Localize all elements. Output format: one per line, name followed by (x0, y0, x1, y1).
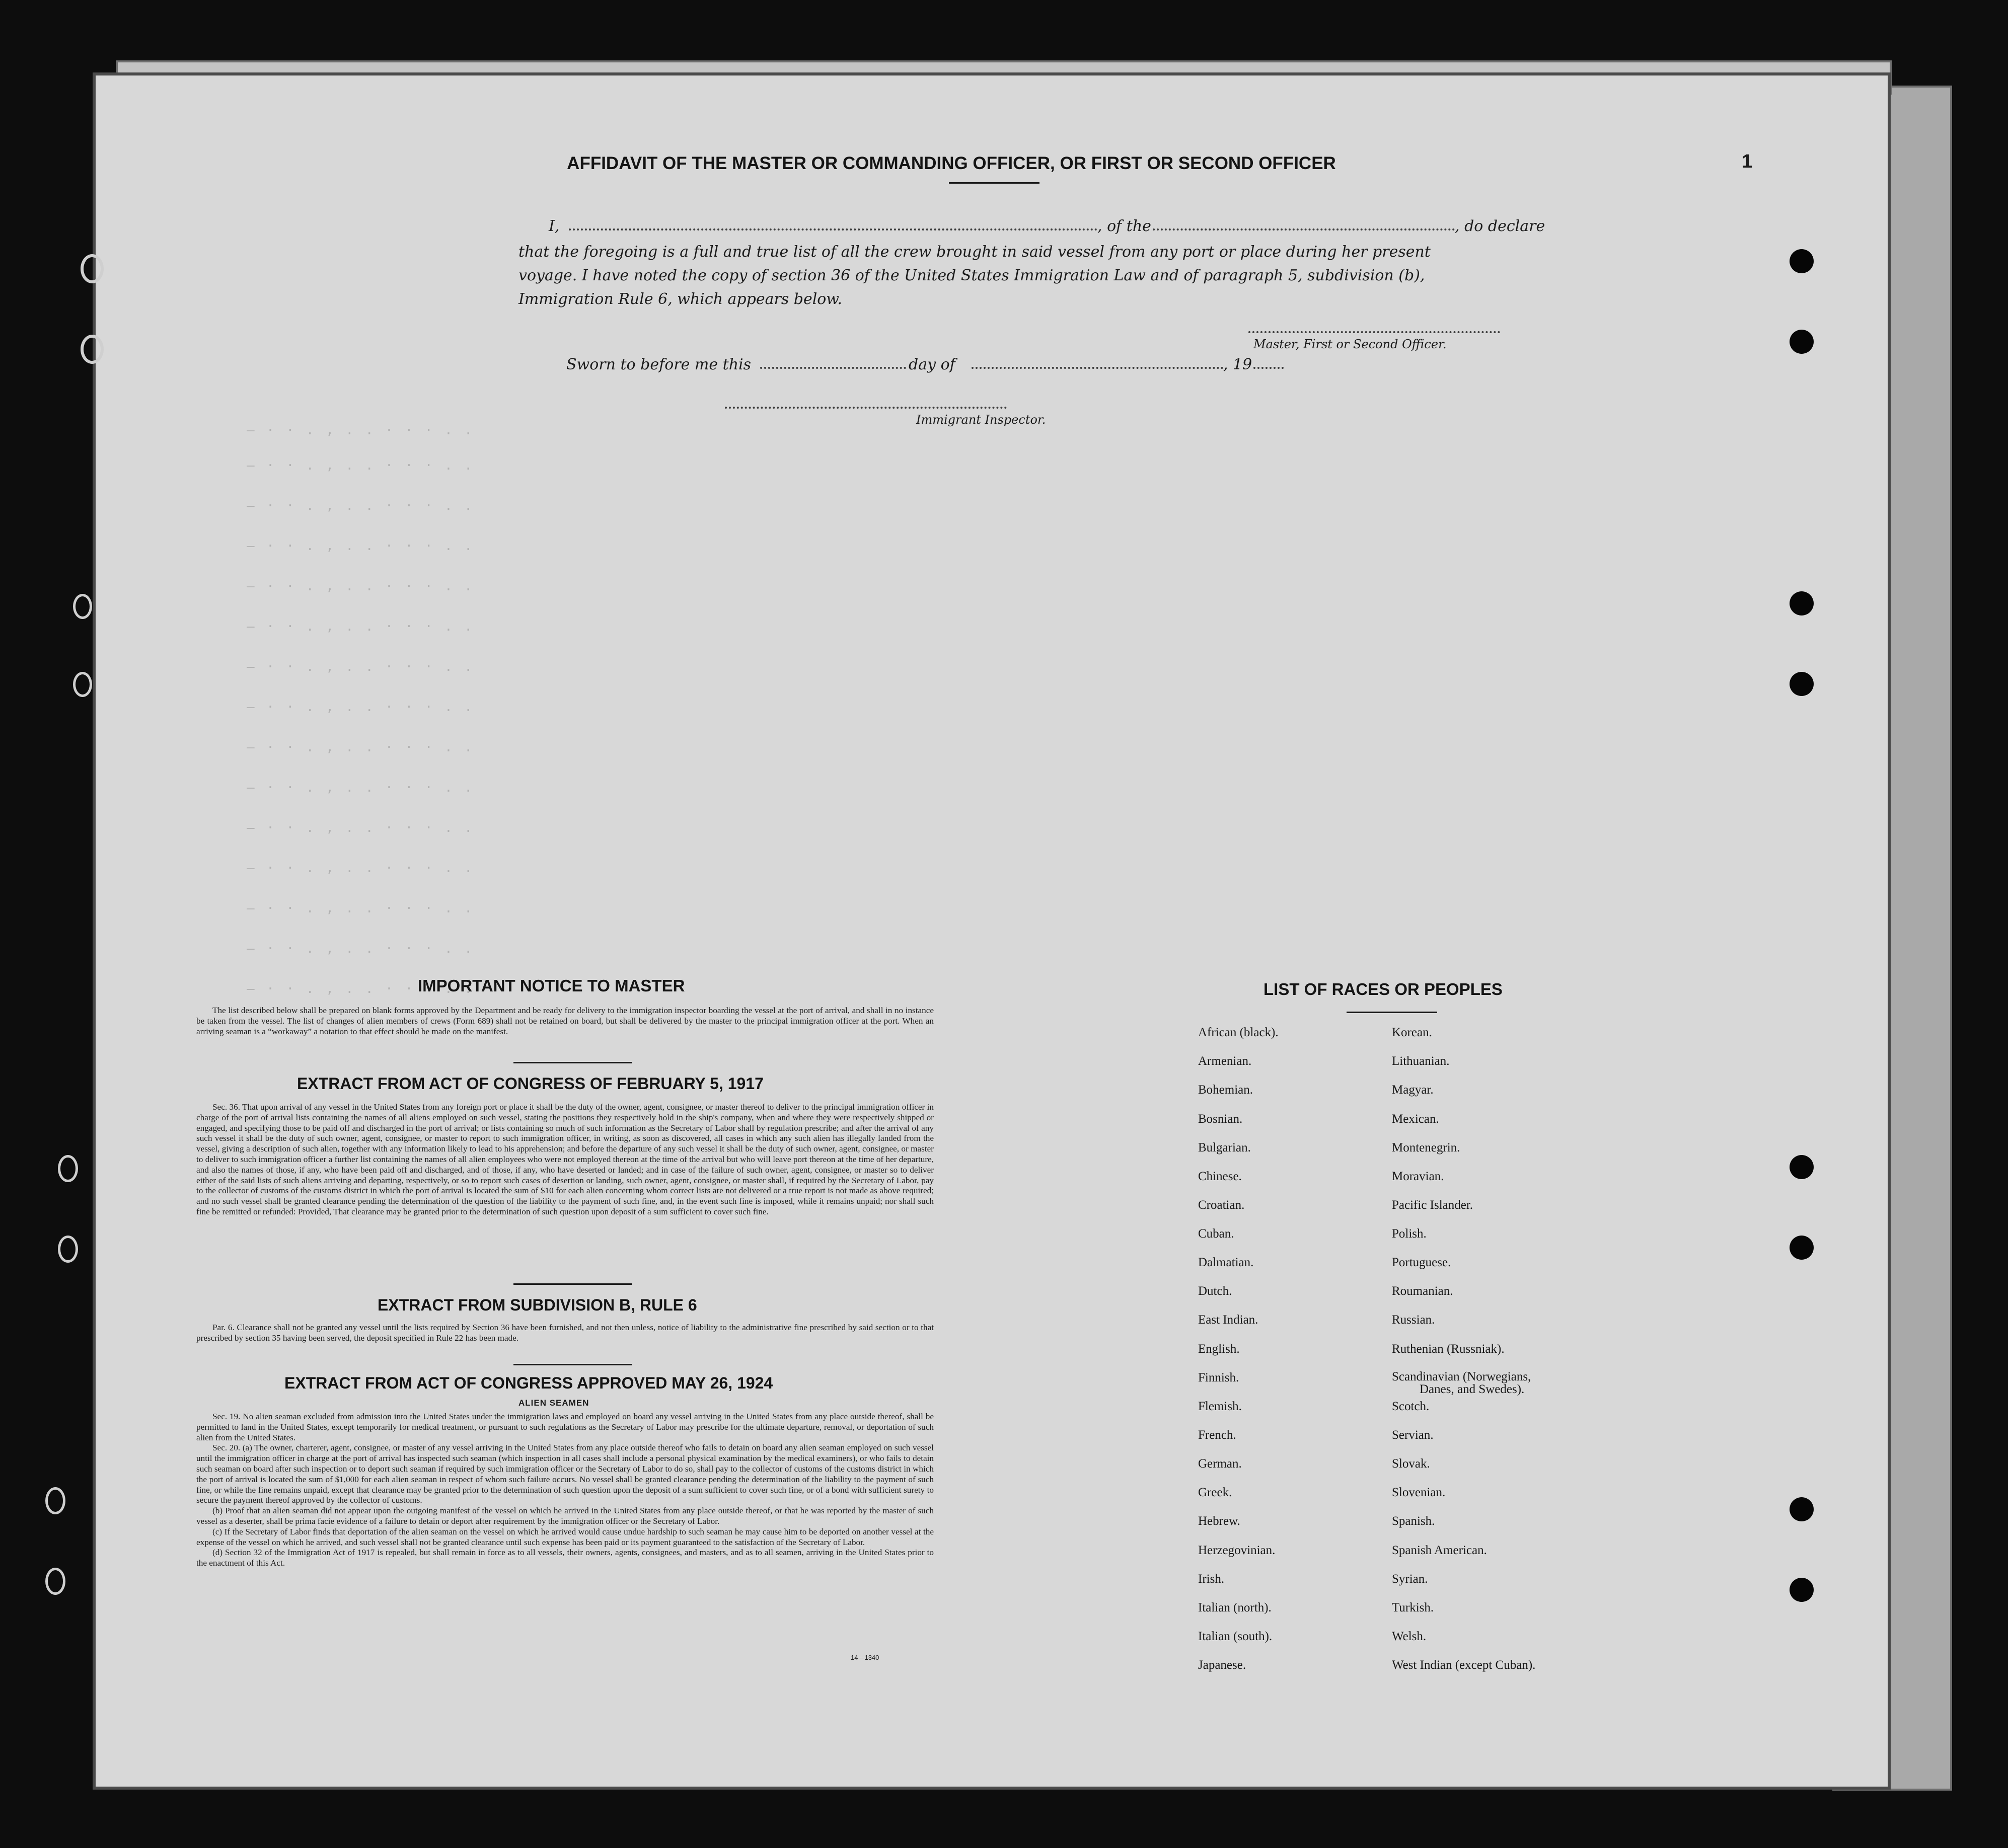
document-page (96, 75, 1888, 1787)
inspector-label: Immigrant Inspector. (916, 413, 1046, 427)
extract-1924-body (196, 1412, 934, 1569)
alien-seamen-subtitle: ALIEN SEAMEN (518, 1398, 589, 1408)
binder-ring-icon (73, 594, 92, 619)
extract-rule6-title: EXTRACT FROM SUBDIVISION B, RULE 6 (378, 1296, 697, 1314)
name-blank (569, 228, 1097, 230)
sec36-text: Sec. 36. That upon arrival of any vessel in the United States from any foreign port or place it shall be the duty of the owner, agent, consignee, or master thereof to deliver to the principal immigration officer in charge of the port of arrival lists containing the names of all aliens employed on such vessel, stating the positions they respectively hold in the ship's company, when and where they were respectively shipped or engaged, and specifying those to be paid off and discharged in the port of arrival; or lists containing so much of such information as the Secretary of Labor shall by regulation prescribe; and after the arrival of any such vessel it shall be the duty of such owner, agent, consignee, or master to report to such immigration officer, in writing, as soon as discovered, all cases in which any such alien has illegally landed from the vessel, giving a description of such alien, together with any information likely to lead to his apprehension; and before the departure of any such vessel it shall be the duty of such owner, agent, consignee, or master to deliver to such immigration officer a further list containing the names of all alien employees who were not employed thereon at the time of the arrival but who will leave port thereon at the time of her departure, and also the names of those, if any, who have been paid off and discharged, and of those, if any, who have deserted or landed; and in case of the failure of such owner, agent, consignee, or master so to deliver either of the said lists of such aliens arriving and departing, respectively, or so to report such cases of desertion or landing, such owner, agent, consignee, or master shall, if required by the Secretary of Labor, pay to the collector of customs of the customs district in which the port of arrival is located the sum of $10 for each alien concerning whom correct lists are not delivered or a true report is not made as above required; and no such vessel shall be granted clearance pending the determination of the question of the liability to the payment of such fine, and, in the event such fine is imposed, while it remains unpaid; nor shall such fine be remitted or refunded: Provided, That clearance may be granted prior to the determination of such question upon deposit of a sum sufficient to cover such fine. (196, 1102, 934, 1216)
binder-ring-icon (81, 335, 104, 364)
race-item: Scotch. (1392, 1400, 1430, 1413)
punch-hole (1790, 249, 1814, 273)
race-item: Welsh. (1392, 1630, 1427, 1643)
notice-text: The list described below shall be prepared on blank forms approved by the Department and be ready for delivery to the immigration inspector boarding the vessel at the port of arrival, and shall in no instance be taken from the vessel. The list of changes of alien members of crews (Form 689) shall not be retained on board, but shall be delivered by the master to the principal immigration officer at the port. When an arriving seaman is a “workaway” a notation to that effect should be made on the manifest. (196, 1006, 934, 1036)
race-item: Russian. (1392, 1313, 1435, 1327)
binder-ring-icon (45, 1487, 65, 1514)
races-underline (1347, 1012, 1437, 1013)
punch-hole (1790, 1236, 1814, 1260)
race-item: African (black). (1198, 1026, 1279, 1039)
sec20b-text: (b) Proof that an alien seaman did not appear upon the outgoing manifest of the vessel on which he arrived in the United States from any place outside thereof, or that he was reported by the master of such vessel as a deserter, shall be prima facie evidence of a failure to detain or deport after requirement by the immigration officer or the Secretary of Labor. (196, 1506, 934, 1526)
sworn-label: Sworn to before me this (566, 356, 752, 373)
race-item: Herzegovinian. (1198, 1544, 1276, 1557)
race-item: East Indian. (1198, 1313, 1258, 1327)
race-item: Dutch. (1198, 1284, 1232, 1298)
bleed-through-text: — · · . , . . · · · . . (247, 458, 475, 473)
title-underline (949, 182, 1039, 184)
bleed-through-text: — · · . , . . · · · . . (247, 538, 475, 554)
race-item: Irish. (1198, 1572, 1225, 1586)
race-item: Italian (south). (1198, 1630, 1273, 1643)
divider (513, 1283, 632, 1285)
bleed-through-text: — · · . , . . · · · . . (247, 619, 475, 634)
race-item: Montenegrin. (1392, 1141, 1460, 1154)
affidavit-i: I, (549, 217, 560, 235)
race-item: Dalmatian. (1198, 1256, 1254, 1269)
race-item: Turkish. (1392, 1601, 1434, 1614)
year-prefix: , 19 (1223, 356, 1252, 373)
race-item: Armenian. (1198, 1054, 1252, 1068)
binder-ring-icon (73, 672, 92, 697)
punch-hole (1790, 672, 1814, 696)
day-of-label: day of (909, 356, 955, 373)
sec19-text: Sec. 19. No alien seaman excluded from admission into the United States under the immigration laws and employed on board any vessel arriving in the United States from any place outside thereof, shall be permitted to land in the United States, except temporarily for medical treatment, or pursuant to such regulations as the Secretary of Labor may prescribe for the ultimate departure, removal, or deportation of such alien from the United States. (196, 1412, 934, 1442)
affidavit-line3: voyage. I have noted the copy of section 36 of the United States Immigration Law and of paragraph 5, subdivision (b), (518, 267, 1425, 284)
bleed-through-text: — · · . , . . · · · . . (247, 498, 475, 513)
affidavit-line4: Immigration Rule 6, which appears below. (518, 290, 843, 308)
notice-body (196, 1006, 934, 1037)
extract-1917-title: EXTRACT FROM ACT OF CONGRESS OF FEBRUARY 5, 1917 (297, 1074, 764, 1093)
punch-hole (1790, 1497, 1814, 1521)
form-code: 14—1340 (851, 1654, 879, 1661)
race-item: Japanese. (1198, 1658, 1246, 1672)
affidavit-title: AFFIDAVIT OF THE MASTER OR COMMANDING OFFICER, OR FIRST OR SECOND OFFICER (567, 153, 1336, 173)
race-item: Spanish. (1392, 1514, 1435, 1528)
bleed-through-text: — · · . , . . · · · . . (247, 901, 475, 916)
master-label: Master, First or Second Officer. (1253, 337, 1447, 351)
race-item: French. (1198, 1428, 1236, 1442)
notice-title: IMPORTANT NOTICE TO MASTER (418, 976, 685, 995)
inspector-signature-blank (725, 407, 1007, 409)
race-item: Ruthenian (Russniak). (1392, 1342, 1505, 1356)
race-item: Spanish American. (1392, 1544, 1487, 1557)
bleed-through-text: — · · . , . . · · · . . (247, 820, 475, 835)
race-item: Lithuanian. (1392, 1054, 1450, 1068)
affidavit-declare: , do declare (1455, 217, 1545, 235)
race-item: Hebrew. (1198, 1514, 1240, 1528)
extract-1924-title: EXTRACT FROM ACT OF CONGRESS APPROVED MAY 26, 1924 (284, 1374, 773, 1392)
sec20d-text: (d) Section 32 of the Immigration Act of 1917 is repealed, but shall remain in force as to all vessels, their owners, agents, consignees, and masters, and as to all seamen, arriving in the United States prior to the enactment of this Act. (196, 1548, 934, 1568)
sworn-month-blank (972, 367, 1223, 369)
race-item-continued: Danes, and Swedes). (1420, 1382, 1525, 1396)
race-item: Chinese. (1198, 1170, 1242, 1183)
race-item: Portuguese. (1392, 1256, 1451, 1269)
year-blank (1253, 367, 1284, 369)
race-item: Mexican. (1392, 1112, 1439, 1126)
punch-hole (1790, 330, 1814, 354)
race-item: Magyar. (1392, 1083, 1434, 1097)
race-item: Slovenian. (1392, 1486, 1446, 1499)
race-item: German. (1198, 1457, 1242, 1471)
bleed-through-text: — · · . , . . · · · . . (247, 941, 475, 956)
race-item: Korean. (1392, 1026, 1432, 1039)
divider (513, 1062, 632, 1063)
race-item: Italian (north). (1198, 1601, 1272, 1614)
bleed-through-text: — · · . , . . · · · . . (247, 740, 475, 755)
rule6-text: Par. 6. Clearance shall not be granted any vessel until the lists required by Section 36 have been furnished, and not then unless, notice of liability to the administrative fine prescribed by said section or to that prescribed by section 35 having been served, the deposit specified in Rule 22 has been made. (196, 1323, 934, 1343)
affidavit-line2: that the foregoing is a full and true list of all the crew brought in said vessel from any port or place during her present (518, 243, 1431, 261)
race-item: Bosnian. (1198, 1112, 1243, 1126)
affidavit-of-the: , of the (1097, 217, 1151, 235)
race-item: Pacific Islander. (1392, 1198, 1473, 1212)
extract-1917-body (196, 1102, 934, 1217)
bleed-through-text: — · · . , . . · · · . . (247, 861, 475, 876)
race-item: West Indian (except Cuban). (1392, 1658, 1536, 1672)
race-item: Scandinavian (Norwegians, (1392, 1370, 1531, 1383)
race-item: Croatian. (1198, 1198, 1245, 1212)
extract-rule6-body (196, 1323, 934, 1344)
race-item: Greek. (1198, 1486, 1232, 1499)
race-item: Bohemian. (1198, 1083, 1253, 1097)
race-item: Finnish. (1198, 1371, 1239, 1384)
race-item: Polish. (1392, 1227, 1427, 1241)
race-item: Servian. (1392, 1428, 1434, 1442)
race-item: Cuban. (1198, 1227, 1234, 1241)
bleed-through-text: — · · . , . . · · · . . (247, 780, 475, 795)
bleed-through-text: — · · . , . . · · · . . (247, 579, 475, 594)
bleed-through-text: — · · . , . . · · · . . (247, 659, 475, 674)
punch-hole (1790, 1578, 1814, 1602)
binder-ring-icon (81, 254, 104, 283)
bleed-through-text: — · · . , . . · · · . . (247, 423, 475, 438)
vessel-blank (1153, 228, 1455, 230)
race-item: Flemish. (1198, 1400, 1242, 1413)
page-number: 1 (1742, 151, 1753, 172)
punch-hole (1790, 1155, 1814, 1179)
races-title: LIST OF RACES OR PEOPLES (1263, 980, 1503, 998)
punch-hole (1790, 591, 1814, 615)
sec20c-text: (c) If the Secretary of Labor finds that deportation of the alien seaman on the vessel on which he arrived would cause undue hardship to such seaman he may cause him to be deported on another vessel at the expense of the vessel on which he arrived, and such vessel shall not be granted clearance until such expense has been paid or its payment guaranteed to the satisfaction of the Secretary of Labor. (196, 1526, 934, 1547)
divider (513, 1364, 632, 1365)
binder-ring-icon (58, 1155, 78, 1182)
binder-ring-icon (45, 1568, 65, 1595)
race-item: Roumanian. (1392, 1284, 1453, 1298)
master-signature-blank (1248, 331, 1500, 333)
race-item: English. (1198, 1342, 1240, 1356)
sec20a-text: Sec. 20. (a) The owner, charterer, agent, consignee, or master of any vessel arriving in the United States from any place outside thereof who fails to detain on board any alien seaman employed on such vessel until the immigration officer in charge at the port of arrival has inspected such seaman (which inspection in all cases shall include a personal physical examination by the medical examiners), or who fails to detain such seaman on board after such inspection or to deport such seaman if required by such immigration officer or the Secretary of Labor to do so, shall pay to the collector of customs of the customs district in which the port of arrival is located the sum of $1,000 for each alien seaman in respect of whom such failure occurs. No vessel shall be granted clearance pending the determination of the liability to the payment of such fine, or while the fine remains unpaid, except that clearance may be granted prior to the determination of such question upon the deposit of a sum sufficient to cover such fine, or of a bond with sufficient surety to secure the payment thereof approved by the collector of customs. (196, 1443, 934, 1505)
binder-ring-icon (58, 1236, 78, 1263)
bleed-through-text: — · · . , . . · · · . . (247, 981, 475, 996)
race-item: Moravian. (1392, 1170, 1444, 1183)
bleed-through-text: — · · . , . . · · · . . (247, 700, 475, 715)
sworn-day-blank (760, 367, 906, 369)
race-item: Syrian. (1392, 1572, 1428, 1586)
race-item: Bulgarian. (1198, 1141, 1251, 1154)
race-item: Slovak. (1392, 1457, 1430, 1471)
